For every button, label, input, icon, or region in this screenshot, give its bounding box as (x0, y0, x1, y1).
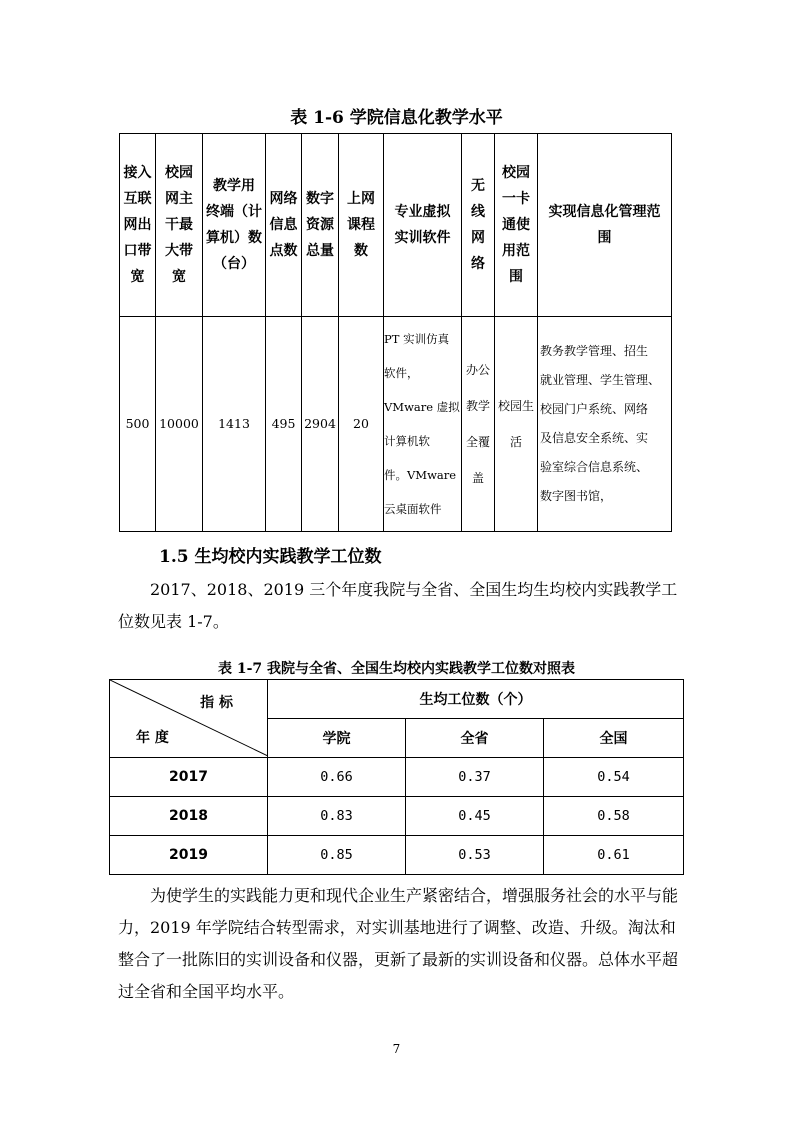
table-1-7-title: 表 1-7 我院与全省、全国生均校内实践教学工位数对照表 (217, 661, 576, 677)
cell-line: 全覆 (465, 435, 490, 449)
cell-line: 云桌面软件 (384, 502, 442, 516)
cell-value: 0.54 (544, 758, 684, 797)
diagonal-line (110, 680, 268, 756)
header-line: 网主 (165, 191, 193, 207)
cell-line: 就业管理、学生管理、 (540, 373, 661, 387)
cell-value: 0.37 (406, 758, 544, 797)
header-line: 网络 (269, 191, 298, 207)
header-line: （台） (213, 256, 255, 272)
cell-value: 0.45 (406, 797, 544, 836)
table-1-6 (119, 133, 672, 532)
section-intro: 2017、2018、2019 三个年度我院与全省、全国生均生均校内实践教学工位数见表 1-7。 (118, 580, 678, 631)
header-line: 线 (471, 204, 485, 220)
cell-line: PT 实训仿真 (384, 332, 450, 346)
cell-resources: 2904 (302, 317, 339, 532)
header-line: 算机）数 (206, 230, 262, 246)
hdr-card (495, 134, 538, 317)
header-line: 互联 (123, 191, 152, 207)
header-line: 通使 (502, 217, 530, 233)
hdr-info-points (266, 134, 302, 317)
group-header: 生均工位数（个） (268, 680, 684, 719)
header-line: 一卡 (502, 191, 530, 207)
header-line: 用范 (502, 243, 530, 259)
header-line: 宽 (172, 269, 186, 285)
page-number: 7 (392, 1042, 401, 1056)
cell-value: 0.53 (406, 836, 544, 875)
cell-line: 办公 (465, 363, 490, 377)
header-line: 点数 (269, 243, 298, 259)
cell-line: 数字图书馆， (540, 489, 613, 503)
header-line: 数字 (306, 191, 334, 207)
header-line: 总量 (306, 243, 334, 259)
header-line: 信息 (269, 217, 298, 233)
table-row (110, 836, 684, 875)
hdr-bandwidth-backbone (156, 134, 203, 317)
table-1-7 (109, 679, 684, 875)
header-line: 网 (471, 230, 485, 246)
table-1-6-header-row (120, 134, 672, 317)
header-line: 围 (597, 230, 612, 246)
cell-value: 0.58 (544, 797, 684, 836)
header-line: 终端（计 (206, 204, 262, 220)
row-year: 2019 (110, 836, 268, 875)
cell-line: 校园门户系统、网络 (540, 402, 649, 416)
section-heading: 1.5 生均校内实践教学工位数 (159, 547, 382, 567)
hdr-wireless (462, 134, 495, 317)
header-line: 资源 (306, 217, 334, 233)
cell-software (384, 317, 462, 532)
cell-courses: 20 (339, 317, 384, 532)
cell-card (495, 317, 538, 532)
col-header-province: 全省 (406, 719, 544, 758)
cell-value: 0.66 (268, 758, 406, 797)
header-line: 校园 (502, 165, 530, 181)
closing-paragraph: 为使学生的实践能力更和现代企业生产紧密结合，增强服务社会的水平与能力，2019 年学院结合转型需求，对实训基地进行了调整、改造、升级。淘汰和整合了一批陈旧的实训设备和仪器，更新了最新的实训设备和仪器。总体水平超过全省和全国平均水平。 (118, 886, 679, 1001)
table-1-6-data-row (120, 317, 672, 532)
header-line: 围 (509, 269, 523, 285)
cell-value: 0.61 (544, 836, 684, 875)
cell-line: 验室综合信息系统、 (540, 460, 649, 474)
corner-cell (110, 680, 268, 758)
header-line: 实现信息化管理范 (548, 204, 661, 220)
header-line: 口带 (123, 243, 152, 259)
cell-line: 及信息安全系统、实 (540, 431, 649, 445)
header-line: 络 (471, 256, 485, 272)
header-line: 专业虚拟 (394, 204, 451, 220)
hdr-bandwidth-out (120, 134, 156, 317)
cell-bandwidth-backbone: 10000 (156, 317, 203, 532)
cell-value: 0.85 (268, 836, 406, 875)
row-year: 2017 (110, 758, 268, 797)
header-line: 接入 (123, 165, 152, 181)
header-line: 实训软件 (394, 230, 451, 246)
row-year: 2018 (110, 797, 268, 836)
hdr-resources (302, 134, 339, 317)
hdr-management (538, 134, 672, 317)
header-line: 校园 (165, 165, 193, 181)
cell-line: 校园生 (497, 399, 534, 413)
cell-line: 计算机软 (384, 434, 430, 448)
header-line: 数 (354, 243, 368, 259)
cell-bandwidth-out: 500 (120, 317, 156, 532)
table-row (110, 758, 684, 797)
cell-info-points: 495 (266, 317, 302, 532)
header-line: 干最 (165, 217, 193, 233)
cell-value: 0.83 (268, 797, 406, 836)
cell-line: 盖 (471, 471, 484, 485)
hdr-software (384, 134, 462, 317)
header-line: 课程 (347, 217, 375, 233)
cell-line: VMware 虚拟 (384, 400, 460, 414)
header-line: 大带 (165, 243, 193, 259)
col-header-national: 全国 (544, 719, 684, 758)
hdr-terminals (203, 134, 266, 317)
cell-management (538, 317, 672, 532)
table-1-7-header-row (110, 680, 684, 719)
corner-year-label: 年 度 (136, 730, 169, 746)
cell-line: 教学 (465, 399, 490, 413)
table-row (110, 797, 684, 836)
col-header-college: 学院 (268, 719, 406, 758)
cell-line: 教务教学管理、招生 (540, 344, 649, 358)
header-line: 上网 (347, 191, 375, 207)
header-line: 网出 (123, 217, 152, 233)
header-line: 宽 (130, 269, 145, 285)
cell-wireless (462, 317, 495, 532)
header-line: 无 (471, 178, 485, 194)
cell-line: 活 (509, 435, 522, 449)
hdr-courses (339, 134, 384, 317)
cell-line: 件。VMware (384, 468, 457, 482)
cell-line: 软件， (384, 366, 419, 380)
table-1-6-title: 表 1-6 学院信息化教学水平 (290, 108, 503, 128)
header-line: 教学用 (213, 178, 255, 194)
corner-indicator-label: 指 标 (200, 695, 233, 711)
cell-terminals: 1413 (203, 317, 266, 532)
